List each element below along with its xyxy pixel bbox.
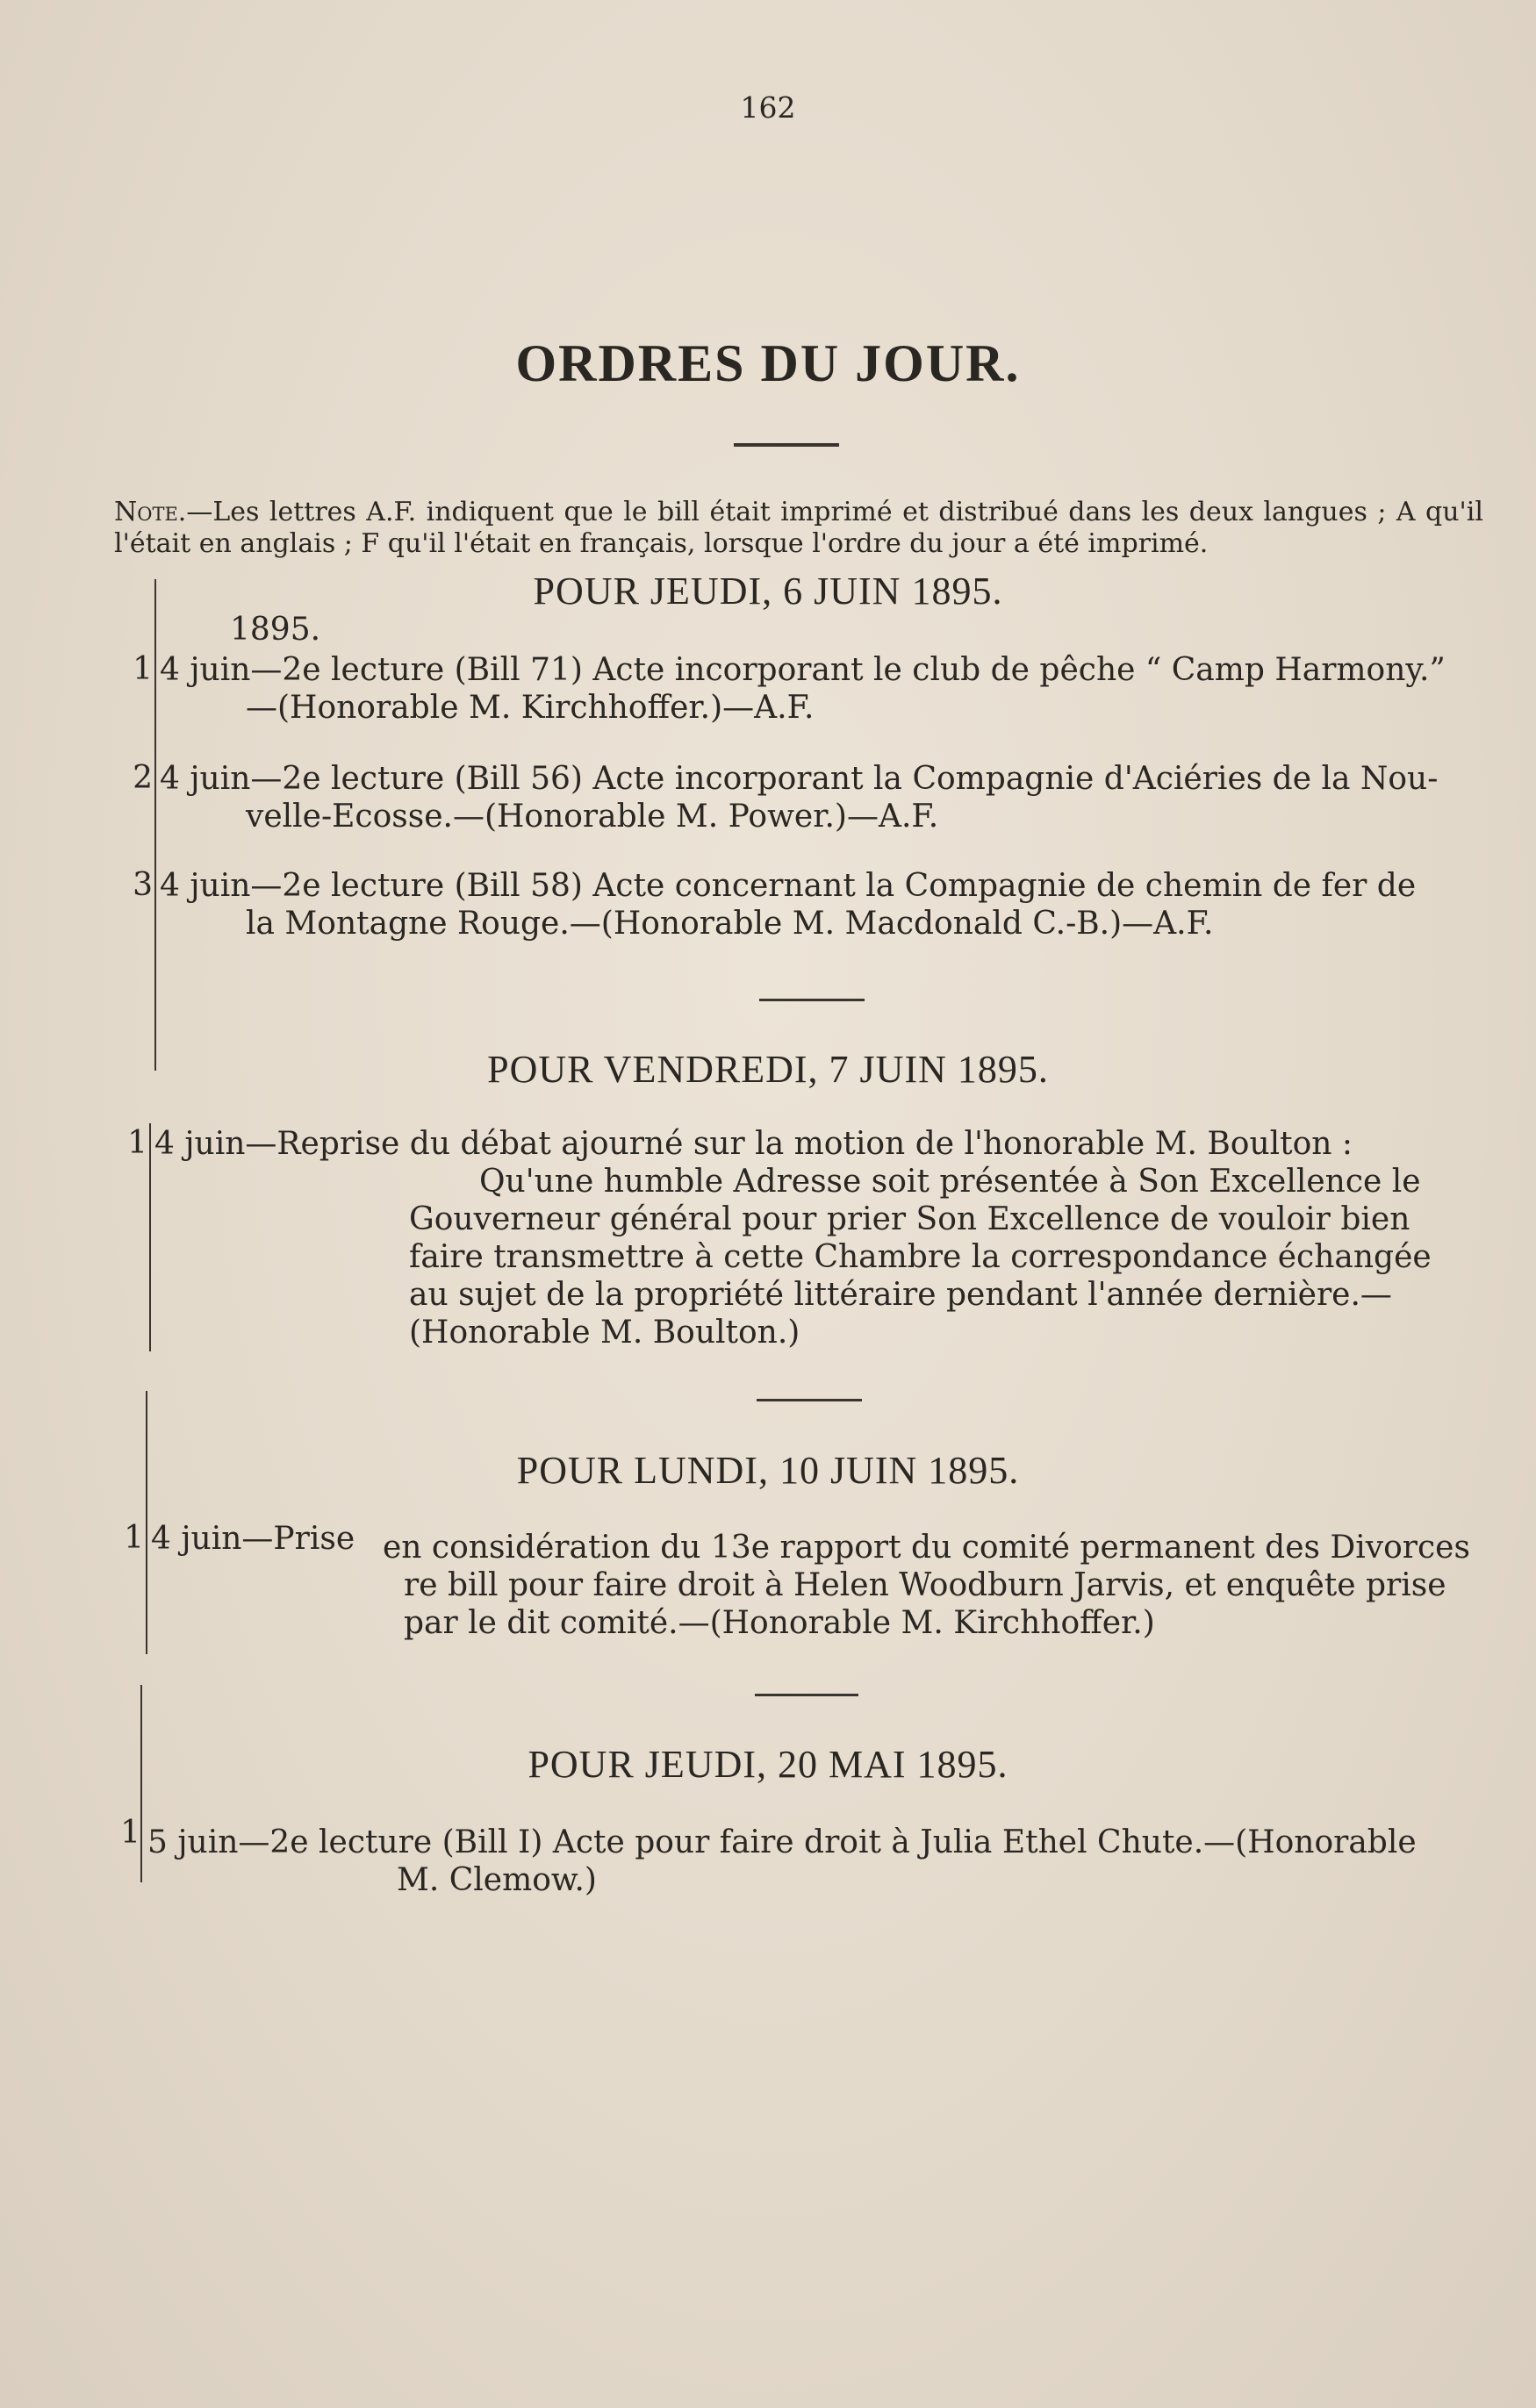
item-number: 1 xyxy=(124,1520,144,1556)
note-text: —Les lettres A.F. indiquent que le bill était imprimé et distribué dans les deux langues ; A qu'il l'était en anglais ; F qu'il l'était en français, lorsque l'ordre du jour a été imprimé. xyxy=(114,497,1483,559)
motion-line: faire transmettre à cette Chambre la correspondance échangée xyxy=(409,1239,1432,1275)
item-number: 1 xyxy=(127,1125,147,1161)
section-heading: POUR LUNDI, 10 JUIN 1895. xyxy=(516,1449,1020,1492)
margin-rule xyxy=(149,1123,151,1351)
section-divider xyxy=(757,1399,862,1401)
order-item xyxy=(154,1125,1471,1351)
order-item xyxy=(160,760,1472,835)
order-item xyxy=(160,867,1472,942)
note-label: Note. xyxy=(114,497,187,527)
item-line: 4 juin—2e lecture (Bill 56) Acte incorporant la Compagnie d'Aciéries de la Nou- xyxy=(160,761,1439,797)
quoted-motion xyxy=(154,1163,1471,1200)
order-item-lead: 4 juin—Prise xyxy=(151,1521,355,1557)
section-heading: POUR JEUDI, 6 JUIN 1895. xyxy=(533,570,1003,613)
section-divider xyxy=(755,1694,858,1696)
section-heading: POUR VENDREDI, 7 JUIN 1895. xyxy=(487,1048,1049,1091)
item-number: 2 xyxy=(133,760,153,796)
item-line: la Montagne Rouge.—(Honorable M. Macdonald C.-B.)—A.F. xyxy=(246,906,1214,942)
margin-rule xyxy=(154,579,156,1071)
order-item xyxy=(147,1824,1473,1899)
item-number: 1 xyxy=(133,651,153,687)
item-line: —(Honorable M. Kirchhoffer.)—A.F. xyxy=(246,690,815,726)
item-line: en considération du 13e rapport du comité permanent des Divorces xyxy=(383,1530,1470,1566)
item-number: 1 xyxy=(120,1815,140,1851)
motion-line: Gouverneur général pour prier Son Excellence de vouloir bien xyxy=(409,1201,1410,1237)
section-heading: POUR JEUDI, 20 MAI 1895. xyxy=(528,1743,1008,1786)
motion-line: au sujet de la propriété littéraire pendant l'année dernière.— xyxy=(409,1277,1392,1313)
section-divider xyxy=(759,999,865,1001)
session-year: 1895. xyxy=(230,612,321,648)
item-line: 4 juin—Reprise du débat ajourné sur la motion de l'honorable M. Boulton : xyxy=(154,1126,1353,1162)
margin-rule xyxy=(146,1391,147,1654)
order-item xyxy=(160,651,1472,727)
note-paragraph xyxy=(114,497,1483,560)
title-divider xyxy=(734,443,839,447)
order-item xyxy=(383,1529,1471,1642)
item-line: 5 juin—2e lecture (Bill I) Acte pour faire droit à Julia Ethel Chute.—(Honorable xyxy=(147,1824,1417,1860)
motion-line: Qu'une humble Adresse soit présentée à Son Excellence le xyxy=(479,1164,1421,1200)
page-title: ORDRES DU JOUR. xyxy=(515,334,1021,392)
item-line: par le dit comité.—(Honorable M. Kirchhoffer.) xyxy=(404,1605,1155,1641)
item-line: 4 juin—2e lecture (Bill 71) Acte incorporant le club de pêche “ Camp Harmony.” xyxy=(160,652,1446,688)
item-number: 3 xyxy=(133,867,153,903)
item-line: M. Clemow.) xyxy=(397,1862,597,1898)
motion-line: (Honorable M. Boulton.) xyxy=(409,1315,800,1351)
item-line: re bill pour faire droit à Helen Woodburn Jarvis, et enquête prise xyxy=(404,1567,1446,1603)
item-line: 4 juin—2e lecture (Bill 58) Acte concernant la Compagnie de chemin de fer de xyxy=(160,868,1417,904)
item-line: velle-Ecosse.—(Honorable M. Power.)—A.F. xyxy=(246,799,939,835)
page-number: 162 xyxy=(740,90,796,125)
